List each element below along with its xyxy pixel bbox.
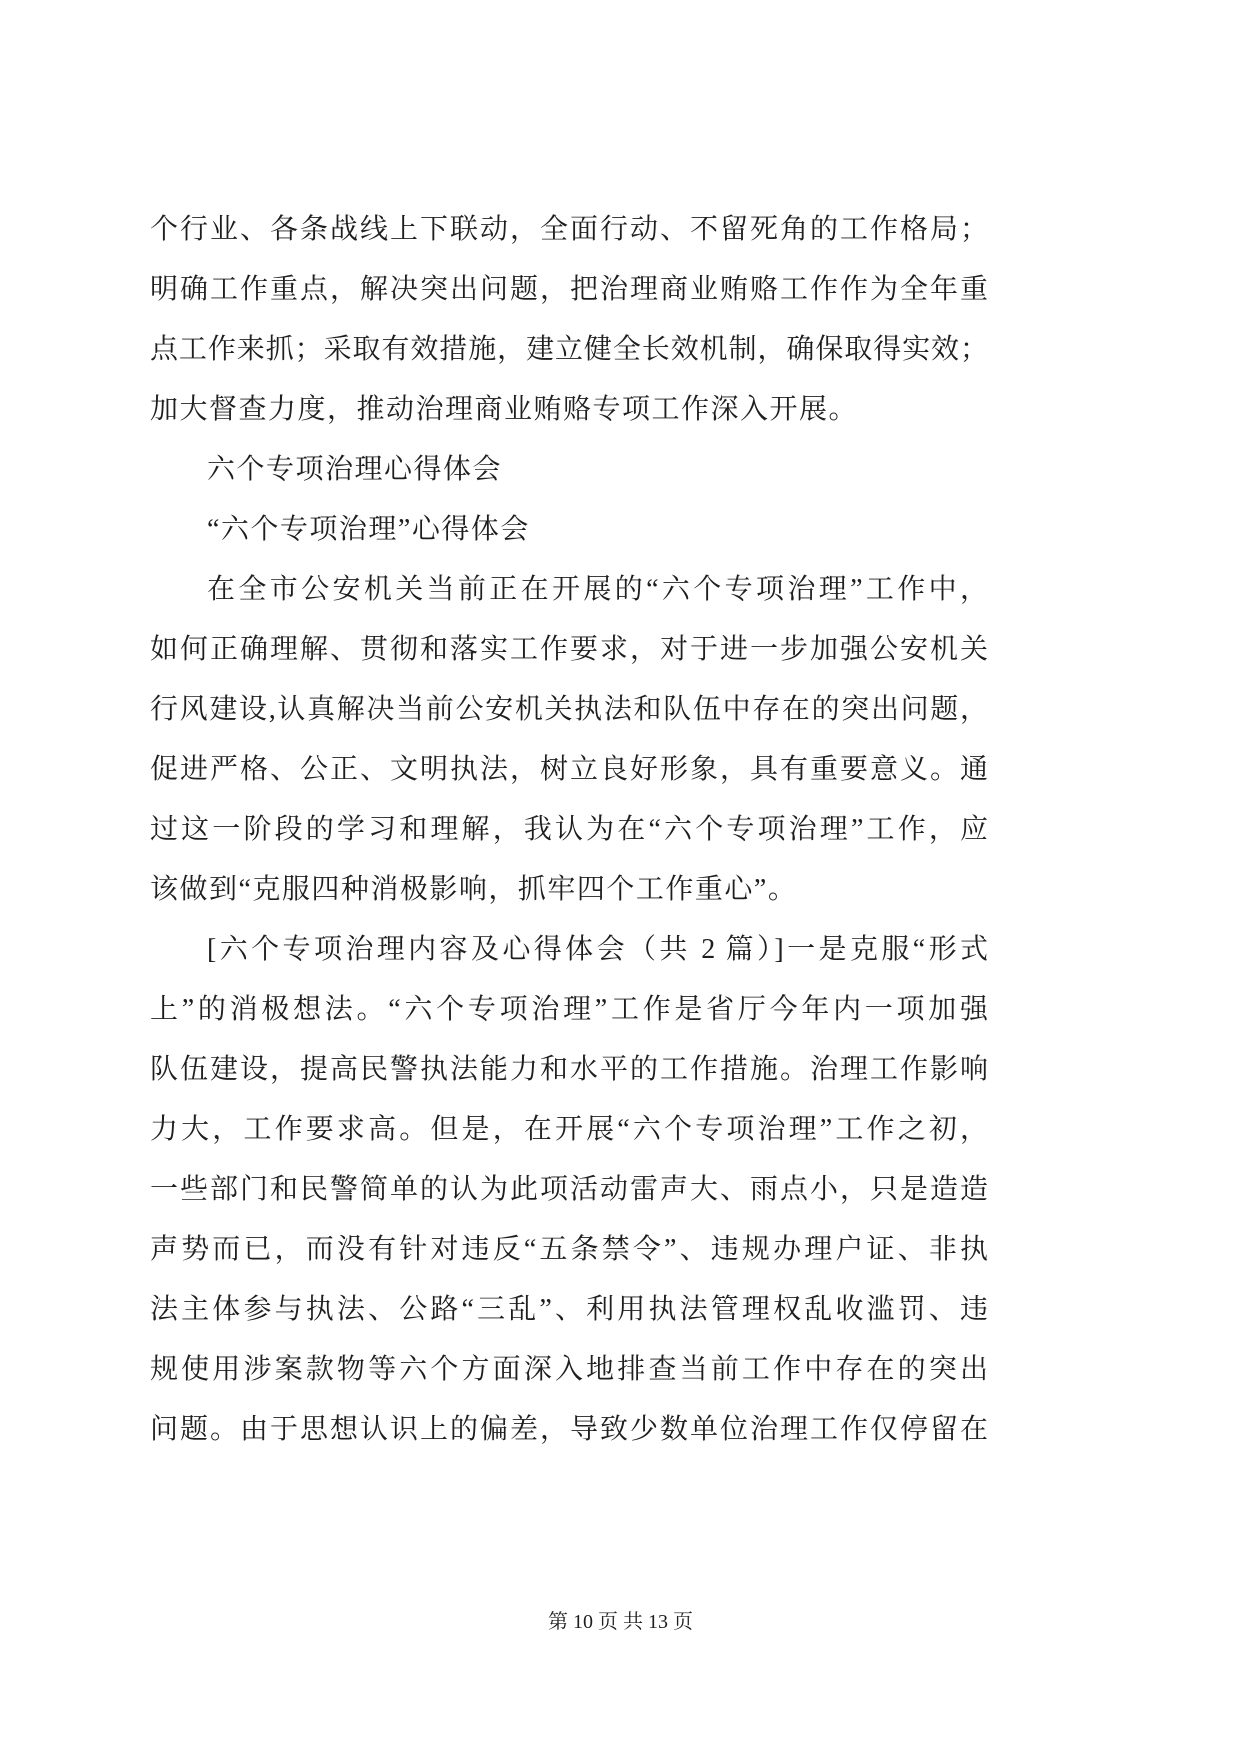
text-line: 问题。由于思想认识上的偏差，导致少数单位治理工作仅停留在 <box>150 1414 988 1445</box>
text-line: 如何正确理解、贯彻和落实工作要求，对于进一步加强公安机关 <box>150 634 988 665</box>
text-line: 过这一阶段的学习和理解，我认为在“六个专项治理”工作，应 <box>150 814 988 845</box>
text-line: 加大督查力度，推动治理商业贿赂专项工作深入开展。 <box>150 394 859 425</box>
text-line: 行风建设,认真解决当前公安机关执法和队伍中存在的突出问题， <box>150 694 988 725</box>
text-line: 法主体参与执法、公路“三乱”、利用执法管理权乱收滥罚、违 <box>150 1294 988 1325</box>
text-line: 规使用涉案款物等六个方面深入地排查当前工作中存在的突出 <box>150 1354 988 1385</box>
heading-line: 六个专项治理心得体会 <box>207 454 503 485</box>
text-line: 一些部门和民警简单的认为此项活动雷声大、雨点小，只是造造 <box>150 1174 988 1205</box>
text-line: 队伍建设，提高民警执法能力和水平的工作措施。治理工作影响 <box>150 1054 988 1085</box>
text-line: 上”的消极想法。“六个专项治理”工作是省厅今年内一项加强 <box>150 994 988 1025</box>
text-line: 点工作来抓；采取有效措施，建立健全长效机制，确保取得实效； <box>150 334 988 365</box>
page-number-footer: 第 10 页 共 13 页 <box>548 1611 693 1633</box>
subheading-line: “六个专项治理”心得体会 <box>207 514 530 545</box>
text-line: 该做到“克服四种消极影响，抓牢四个工作重心”。 <box>150 874 798 905</box>
text-line: 在全市公安机关当前正在开展的“六个专项治理”工作中， <box>207 574 988 605</box>
body-text <box>150 200 988 1460</box>
text-line: 声势而已，而没有针对违反“五条禁令”、违规办理户证、非执 <box>150 1234 988 1265</box>
text-line: 个行业、各条战线上下联动，全面行动、不留死角的工作格局； <box>150 214 988 245</box>
text-line: 力大，工作要求高。但是，在开展“六个专项治理”工作之初， <box>150 1114 988 1145</box>
text-line: 明确工作重点，解决突出问题，把治理商业贿赂工作作为全年重 <box>150 274 988 305</box>
text-line: 促进严格、公正、文明执法，树立良好形象，具有重要意义。通 <box>150 754 988 785</box>
text-line: [六个专项治理内容及心得体会（共 2 篇）]一是克服“形式 <box>207 934 988 965</box>
